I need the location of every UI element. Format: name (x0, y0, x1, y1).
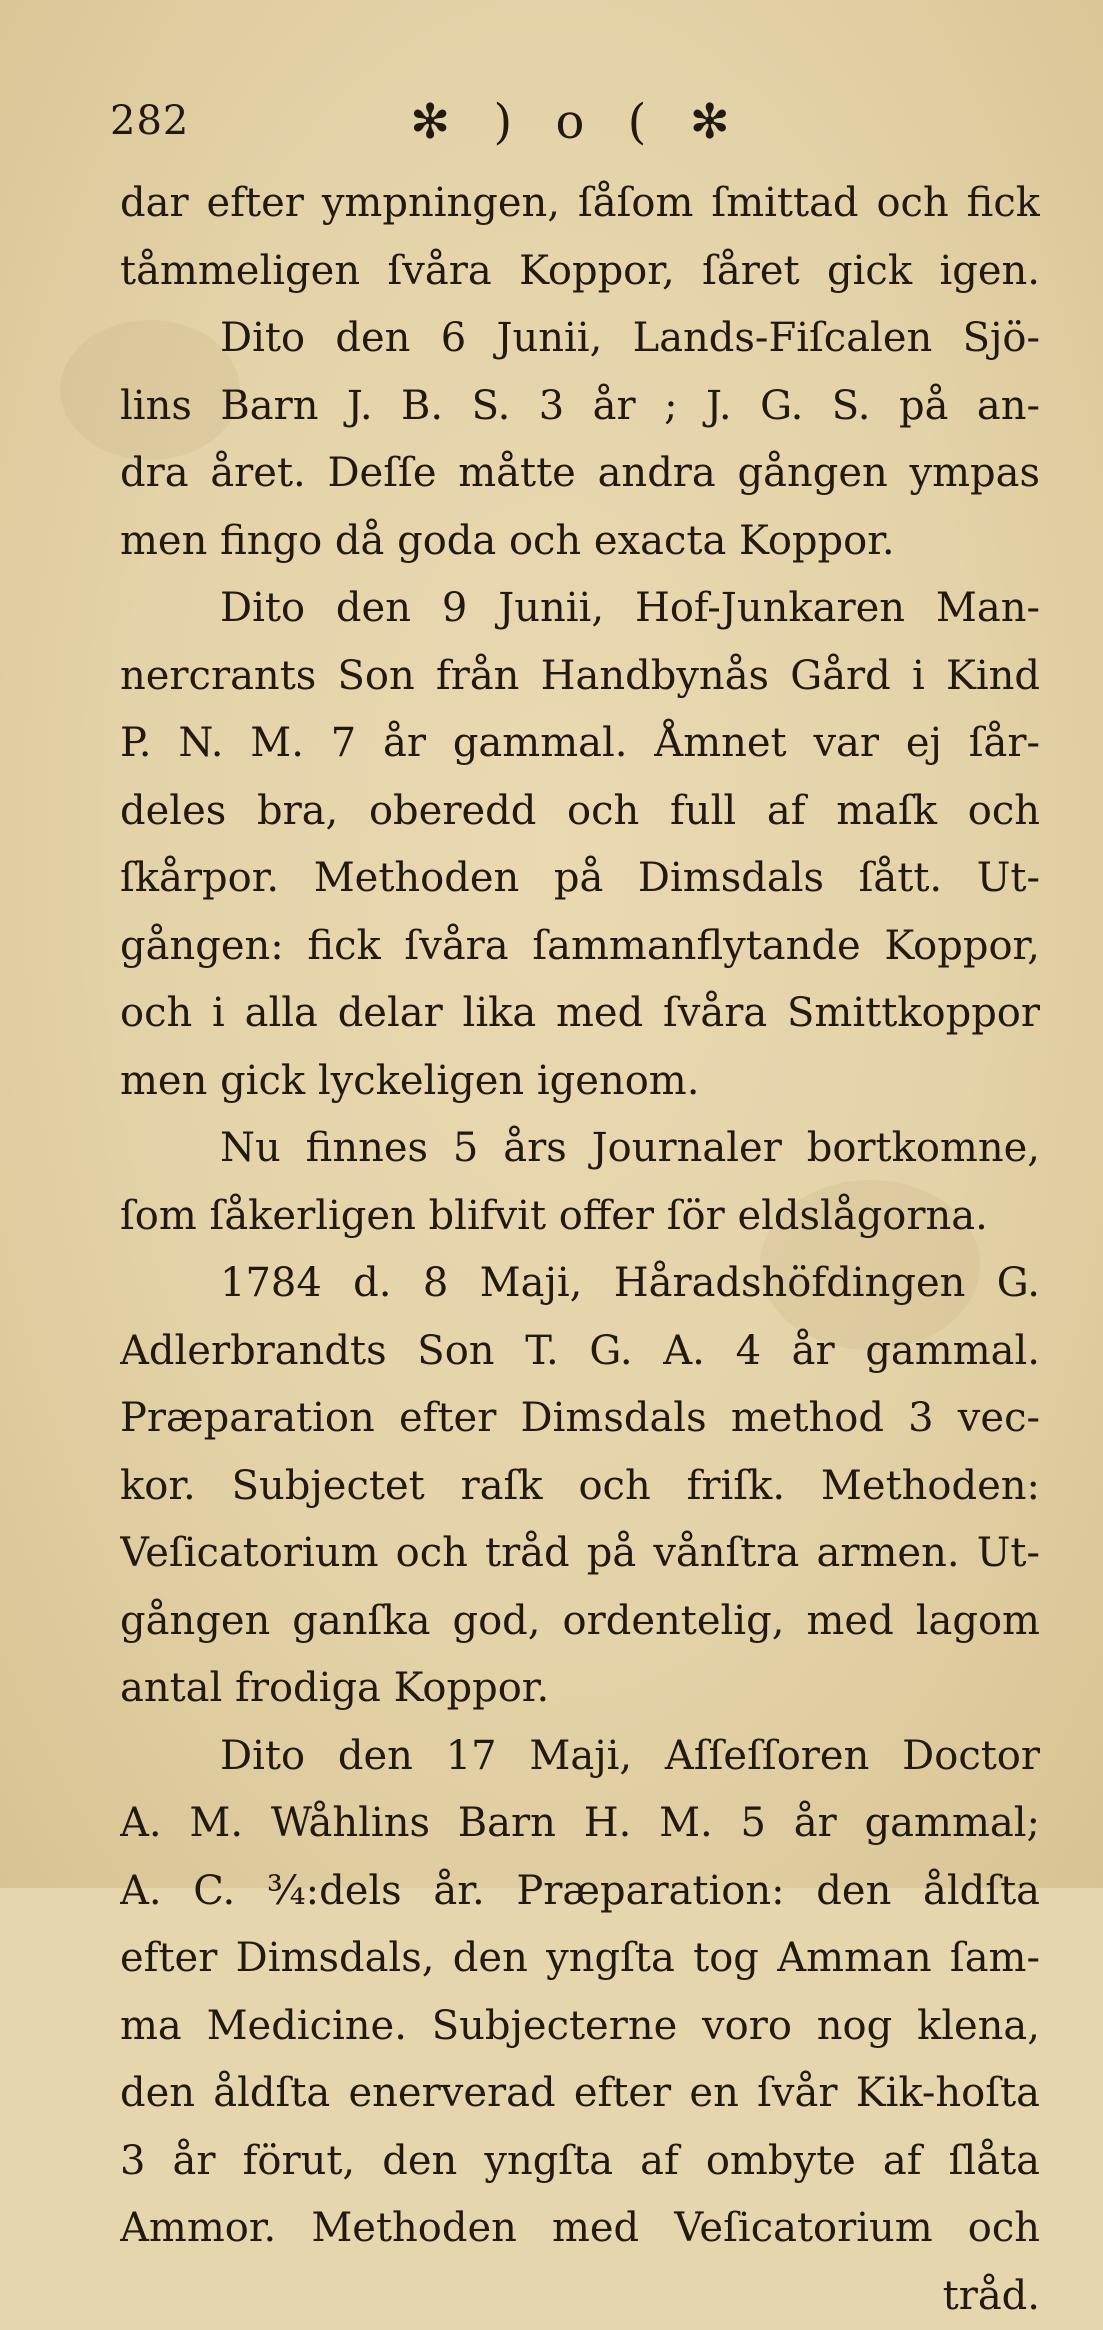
text-line: nercrants Son från Handbynås Gård i Kind (120, 643, 1040, 711)
text-line: A. M. Wåhlins Barn H. M. 5 år gammal; (120, 1790, 1040, 1858)
text-line: Dito den 6 Junii, Lands-Fiſcalen Sjö- (120, 305, 1040, 373)
catchword: tråd. (120, 2263, 1040, 2330)
text-line: dar efter ympningen, ſåſom ſmittad och fick (120, 170, 1040, 238)
text-line: men gick lyckeligen igenom. (120, 1048, 1040, 1116)
text-line: Dito den 17 Maji, Aſſeſſoren Doctor (120, 1723, 1040, 1791)
text-line: Ammor. Methoden med Veſicatorium och (120, 2195, 1040, 2263)
text-line: 1784 d. 8 Maji, Håradshöfdingen G. (120, 1250, 1040, 1318)
text-line: ſom ſåkerligen blifvit offer ſör eldslågorna. (120, 1183, 1040, 1251)
text-line: antal frodiga Koppor. (120, 1655, 1040, 1723)
text-line: 3 år förut, den yngſta af ombyte af ſlåta (120, 2128, 1040, 2196)
text-line: Veſicatorium och tråd på vånſtra armen. Ut- (120, 1520, 1040, 1588)
text-line: P. N. M. 7 år gammal. Åmnet var ej ſår- (120, 710, 1040, 778)
text-line: och i alla delar lika med ſvåra Smittkoppor (120, 980, 1040, 1048)
text-line: ma Medicine. Subjecterne voro nog klena, (120, 1993, 1040, 2061)
text-line: dra året. Deſſe måtte andra gången ympas (120, 440, 1040, 508)
running-head-ornament: ✻ ) o ( ✻ (410, 94, 744, 150)
text-line: A. C. ¾:dels år. Præparation: den åldſta (120, 1858, 1040, 1926)
text-line: lins Barn J. B. S. 3 år ; J. G. S. på an- (120, 373, 1040, 441)
page-number: 282 (110, 98, 189, 144)
page-header (110, 98, 990, 158)
text-line: tåmmeligen ſvåra Koppor, ſåret gick igen. (120, 238, 1040, 306)
text-line: Nu finnes 5 års Journaler bortkomne, (120, 1115, 1040, 1183)
text-line: gången ganſka god, ordentelig, med lagom (120, 1588, 1040, 1656)
text-line: Adlerbrandts Son T. G. A. 4 år gammal. (120, 1318, 1040, 1386)
text-line: kor. Subjectet raſk och friſk. Methoden: (120, 1453, 1040, 1521)
body-text (120, 170, 1040, 2330)
text-line: deles bra, oberedd och full af maſk och (120, 778, 1040, 846)
text-line: men fingo då goda och exacta Koppor. (120, 508, 1040, 576)
text-line: Dito den 9 Junii, Hof-Junkaren Man- (120, 575, 1040, 643)
text-line: efter Dimsdals, den yngſta tog Amman ſam- (120, 1925, 1040, 1993)
text-line: Præparation efter Dimsdals method 3 vec- (120, 1385, 1040, 1453)
text-line: den åldſta enerverad efter en ſvår Kik-hoſta (120, 2060, 1040, 2128)
text-line: ſkårpor. Methoden på Dimsdals ſått. Ut- (120, 845, 1040, 913)
text-line: gången: fick ſvåra ſammanflytande Koppor, (120, 913, 1040, 981)
